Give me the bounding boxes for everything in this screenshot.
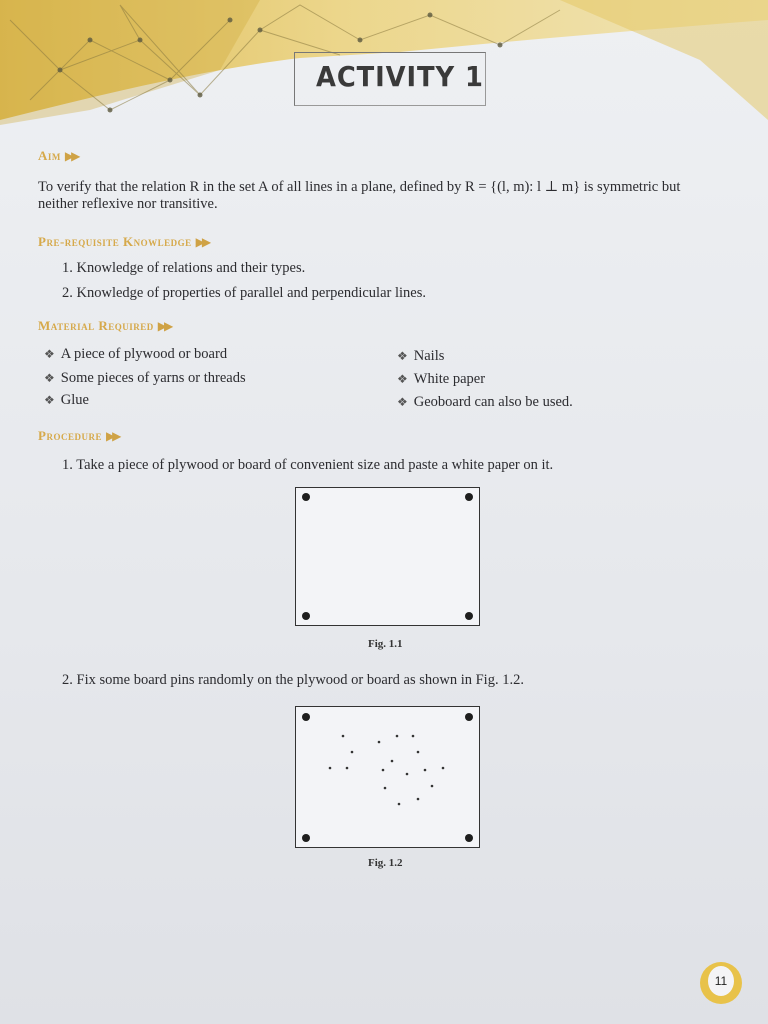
corner-pin bbox=[465, 834, 473, 842]
diamond-bullet-icon: ❖ bbox=[397, 395, 408, 409]
double-chevron-right-icon: ▶▶ bbox=[195, 234, 209, 249]
material-item bbox=[397, 371, 485, 388]
material-item-label: White paper bbox=[413, 371, 486, 387]
figure-1-2-caption: Fig. 1.2 bbox=[368, 857, 403, 869]
figure-1-2 bbox=[295, 706, 480, 848]
aim-heading-label: Aim bbox=[38, 148, 61, 163]
figure-1-1-caption: Fig. 1.1 bbox=[368, 638, 403, 650]
corner-pin bbox=[465, 713, 473, 721]
corner-pin bbox=[302, 713, 310, 721]
corner-pin bbox=[302, 834, 310, 842]
material-item bbox=[44, 392, 89, 409]
corner-pin bbox=[302, 612, 310, 620]
corner-pin bbox=[465, 493, 473, 501]
diamond-bullet-icon: ❖ bbox=[44, 347, 55, 361]
activity-title: ACTIVITY 1 bbox=[316, 60, 484, 93]
material-item bbox=[44, 370, 246, 387]
procedure-step-1: 1. Take a piece of plywood or board of convenient size and paste a white paper on it. bbox=[62, 457, 554, 473]
procedure-heading-label: Procedure bbox=[38, 428, 102, 443]
diamond-bullet-icon: ❖ bbox=[44, 371, 55, 385]
material-item bbox=[44, 346, 227, 363]
material-item bbox=[397, 348, 444, 365]
aim-text-line1: To verify that the relation R in the set A of all lines in a plane, defined by R = {(l, m): l ⊥ m} is symmetric but bbox=[38, 179, 681, 195]
procedure-step-2: 2. Fix some board pins randomly on the plywood or board as shown in Fig. 1.2. bbox=[62, 672, 524, 688]
random-pins bbox=[329, 735, 445, 806]
corner-pin bbox=[465, 612, 473, 620]
prerequisite-heading-label: Pre-requisite Knowledge bbox=[38, 234, 192, 249]
aim-heading bbox=[38, 148, 77, 164]
double-chevron-right-icon: ▶▶ bbox=[64, 148, 78, 163]
aim-text-line2: neither reflexive nor transitive. bbox=[38, 196, 218, 212]
prerequisite-heading bbox=[38, 234, 208, 250]
figure-1-1 bbox=[295, 487, 480, 626]
material-item bbox=[397, 394, 573, 411]
prerequisite-item: 2. Knowledge of properties of parallel and perpendicular lines. bbox=[62, 285, 426, 301]
material-item-label: A piece of plywood or board bbox=[60, 346, 228, 362]
material-heading bbox=[38, 318, 170, 334]
material-item-label: Nails bbox=[413, 348, 445, 364]
double-chevron-right-icon: ▶▶ bbox=[157, 318, 171, 333]
page-number: 11 bbox=[708, 966, 734, 996]
procedure-heading bbox=[38, 428, 118, 444]
prerequisite-item: 1. Knowledge of relations and their types. bbox=[62, 260, 306, 276]
material-heading-label: Material Required bbox=[38, 318, 154, 333]
corner-pin bbox=[302, 493, 310, 501]
material-item-label: Some pieces of yarns or threads bbox=[60, 370, 246, 386]
material-item-label: Geoboard can also be used. bbox=[413, 394, 573, 410]
material-item-label: Glue bbox=[60, 392, 89, 408]
diamond-bullet-icon: ❖ bbox=[397, 372, 408, 386]
diamond-bullet-icon: ❖ bbox=[44, 393, 55, 407]
diamond-bullet-icon: ❖ bbox=[397, 349, 408, 363]
double-chevron-right-icon: ▶▶ bbox=[105, 428, 119, 443]
